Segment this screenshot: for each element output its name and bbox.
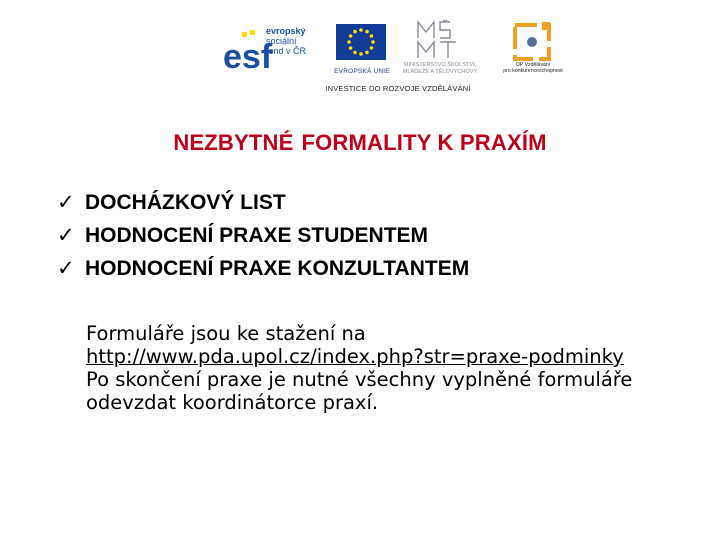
- msmt-caption-line: MLÁDEŽE A TĚLOVÝCHOVY: [402, 69, 478, 75]
- esf-caption-line: sociální: [266, 36, 297, 46]
- list-item-label: HODNOCENÍ PRAXE STUDENTEM: [85, 224, 429, 247]
- op-vk-logo: [496, 22, 570, 82]
- op-vk-caption: [496, 62, 570, 74]
- investice-tagline: INVESTICE DO ROZVOJE VZDĚLÁVÁNÍ: [325, 84, 471, 93]
- msmt-caption-line: MINISTERSTVO ŠKOLSTVÍ,: [403, 62, 477, 68]
- eu-caption: EVROPSKÁ UNIE: [334, 68, 390, 75]
- list-item-label: DOCHÁZKOVÝ LIST: [85, 191, 286, 214]
- page-title: [0, 130, 720, 156]
- forms-download-link[interactable]: http://www.pda.upol.cz/index.php?str=praxe-podminky: [86, 345, 624, 368]
- msmt-caption: [392, 62, 488, 76]
- op-vk-logo-icon: [512, 22, 552, 62]
- check-icon: ✓: [57, 256, 75, 280]
- eu-logo: [330, 22, 390, 80]
- op-vk-caption-line: OP Vzdělávání: [515, 62, 551, 68]
- list-item: [57, 186, 469, 219]
- submission-note: Po skončení praxe je nutné všechny vyplněné formuláře odevzdat koordinátorce praxí.: [86, 368, 633, 414]
- esf-logo: [222, 22, 330, 80]
- logo-banner: [220, 18, 572, 102]
- esf-caption-line: evropský: [266, 26, 306, 36]
- esf-caption: [266, 26, 326, 56]
- eu-flag-icon: [336, 24, 386, 60]
- download-intro: Formuláře jsou ke stažení na: [86, 322, 366, 345]
- check-icon: ✓: [57, 223, 75, 247]
- esf-caption-line: fond v ČR: [266, 46, 307, 56]
- msmt-logo-icon: [414, 20, 460, 60]
- list-item-label: HODNOCENÍ PRAXE KONZULTANTEM: [85, 257, 470, 280]
- page-title-part: NEZBYTNÉ: [173, 130, 294, 155]
- esf-logo-icon: [222, 28, 273, 76]
- check-icon: ✓: [57, 190, 75, 214]
- required-forms-list: [57, 186, 469, 285]
- instructions: [86, 322, 666, 414]
- list-item: [57, 252, 469, 285]
- msmt-logo: [392, 20, 490, 82]
- svg-text:esf: esf: [223, 38, 273, 76]
- list-item: [57, 219, 469, 252]
- page-title-part: FORMALITY K PRAXÍM: [301, 130, 547, 155]
- op-vk-caption-line: pro konkurenceschopnost: [503, 68, 563, 74]
